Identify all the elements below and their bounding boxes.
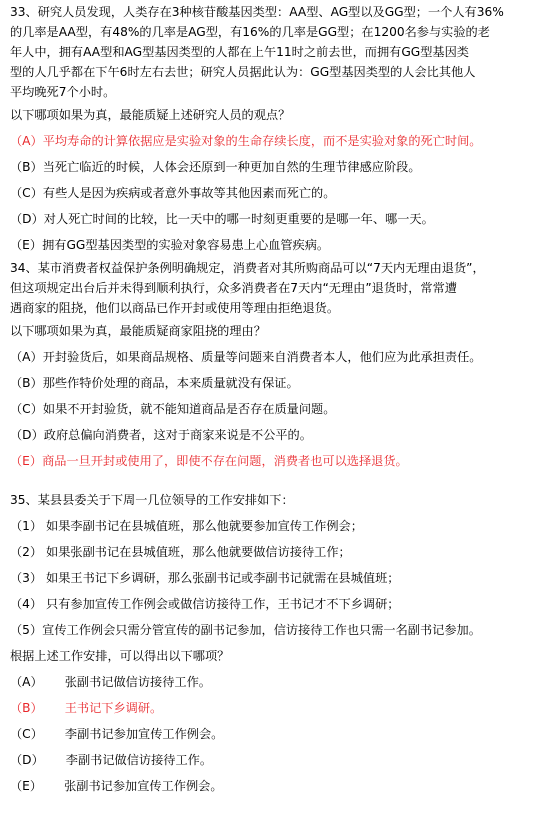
question-prompt: 以下哪项如果为真，最能质疑上述研究人员的观点？ (10, 108, 291, 122)
condition-4: （4） 只有参加宣传工作例会或做信访接待工作，王书记才不下乡调研； (10, 597, 400, 611)
option-text: 张副书记参加宣传工作例会。 (64, 779, 223, 793)
option-e-answer: （E）商品一旦开封或使用了，即使不存在问题，消费者也可以选择退货。 (10, 454, 408, 468)
option-a: （A）开封验货后，如果商品规格、质量等问题来自消费者本人，他们应为此承担责任。 (10, 350, 482, 364)
option-b: （B）当死亡临近的时候，人体会还原到一种更加自然的生理节律感应阶段。 (10, 160, 421, 174)
option-text: 李副书记参加宣传工作例会。 (64, 727, 224, 741)
question-stem-line: 但这项规定出台后并未得到顺利执行，众多消费者在7天内“无理由”退货时，常常遭 (10, 281, 457, 295)
section-gap (10, 474, 538, 487)
option-c: （C）有些人是因为疾病或者意外事故等其他因素而死亡的。 (10, 186, 336, 200)
option-text: 张副书记做信访接待工作。 (64, 675, 211, 689)
condition-2: （2） 如果张副书记在县城值班，那么他就要做信访接待工作； (10, 545, 351, 559)
question-stem-line: 型的人几乎都在下午6时左右去世；研究人员据此认为：GG型基因类型的人会比其他人 (10, 65, 476, 79)
option-e: （E）拥有GG型基因类型的实验对象容易患上心血管疾病。 (10, 238, 330, 252)
question-stem-line: 的几率是AA型，有48%的几率是AG型，有16%的几率是GG型；在1200名参与实验的老 (10, 25, 490, 39)
condition-3: （3） 如果王书记下乡调研，那么张副书记或李副书记就需在县城值班； (10, 571, 400, 585)
option-label: （A） (10, 675, 43, 689)
question-stem-line: 33、研究人员发现，人类存在3种核苷酸基因类型：AA型、AG型以及GG型；一个人有36% (10, 5, 504, 19)
option-d: （D）政府总偏向消费者，这对于商家来说是不公平的。 (10, 428, 312, 442)
option-b-answer (10, 695, 538, 721)
option-d (10, 747, 538, 773)
option-label: （E） (10, 779, 43, 793)
question-stem-line: 平均晚死7个小时。 (10, 85, 116, 99)
question-prompt: 以下哪项如果为真，最能质疑商家阻挠的理由？ (10, 324, 266, 338)
option-text: 王书记下乡调研。 (64, 701, 163, 715)
option-a (10, 669, 538, 695)
option-b: （B）那些作特价处理的商品，本来质量就没有保证。 (10, 376, 299, 390)
question-33 (10, 2, 538, 258)
option-a-answer: （A）平均寿命的计算依据应是实验对象的生命存续长度，而不是实验对象的死亡时间。 (10, 134, 482, 148)
question-prompt: 根据上述工作安排，可以得出以下哪项？ (10, 649, 230, 663)
option-text: 李副书记做信访接待工作。 (65, 753, 213, 767)
option-label: （D） (10, 753, 44, 767)
question-title: 35、某县县委关于下周一几位领导的工作安排如下： (10, 493, 294, 507)
option-c (10, 721, 538, 747)
condition-5: （5）宣传工作例会只需分管宣传的副书记参加，信访接待工作也只需一名副书记参加。 (10, 623, 481, 637)
question-stem-line: 年人中，拥有AA型和AG型基因类型的人都在上午11时之前去世，而拥有GG型基因类 (10, 45, 469, 59)
option-c: （C）如果不开封验货，就不能知道商品是否存在质量问题。 (10, 402, 336, 416)
condition-1: （1） 如果李副书记在县城值班，那么他就要参加宣传工作例会； (10, 519, 363, 533)
option-e (10, 773, 538, 799)
question-stem-line: 34、某市消费者权益保护条例明确规定，消费者对其所购商品可以“7天内无理由退货”， (10, 261, 485, 275)
question-34 (10, 258, 538, 474)
option-label: （B） (10, 701, 43, 715)
option-label: （C） (10, 727, 43, 741)
question-stem-line: 遇商家的阻挠，他们以商品已作开封或使用等理由拒绝退货。 (10, 301, 340, 315)
question-35 (10, 487, 538, 799)
option-d: （D）对人死亡时间的比较，比一天中的哪一时刻更重要的是哪一年、哪一天。 (10, 212, 434, 226)
